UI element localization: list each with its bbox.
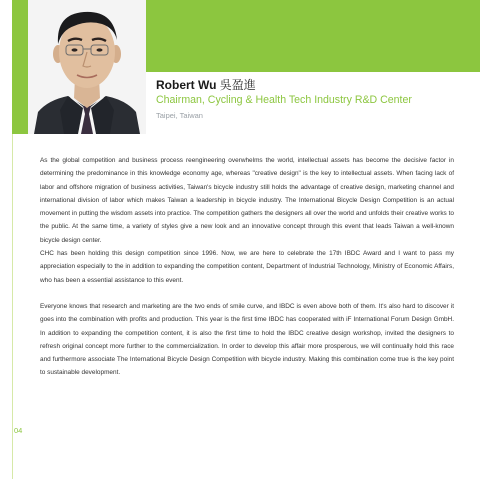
- body-text: [40, 154, 454, 380]
- person-name: [156, 76, 256, 93]
- person-location: Taipei, Taiwan: [156, 111, 203, 120]
- body-paragraph-1: As the global competition and business process reengineering overwhelms the world, intellectual assets has become the decisive factor in determining the predominance in this knowledge economy age, whereas "creative design" is the key to intellectual assets. When facing lack of labor and offshore migration of business activities, Taiwan's bicycle industry still holds the advantage of creative design, marketing channel and international division of labor which makes Taiwan a leadership in bicycle industry. The International Bicycle Design Competition is an actual movement in putting the wisdom assets into practice. The competition gathers the designers all over the world and unfolds their creative works to the public. At the same time, a variety of styles give a new look and an innovative concept through this event that leads Taiwan a well-known bicycle design center.: [40, 157, 454, 244]
- person-title: Chairman, Cycling & Health Tech Industry R&D Center: [156, 94, 412, 106]
- body-paragraph-3: Everyone knows that research and marketing are the two ends of smile curve, and IBDC is even above both of them. It's also hard to discover it goes into the combination with profits and production. This year is the first time IBDC has cooperated with iF International Forum Design GmbH. In addition to expanding the competition content, it is also the first time to hold the IBDC creative design workshop, invited the designers to refresh original concept more further to the commercialization. In order to develop this affair more prosperous, we will continually hold this race and furthermore associate The International Bicycle Design Competition with bicycle industry. Making this combination come true is the key point to sustainable development.: [40, 302, 454, 377]
- body-paragraph-2: CHC has been holding this design competition since 1996. Now, we are here to celebrate the 17th IBDC Award and I want to pass my appreciation especially to the in addition to expanding the competition content, Department of Industrial Technology, Ministry of Economic Affairs, who has been a essential assistance to this event.: [40, 250, 454, 284]
- person-name-latin: Robert Wu: [156, 78, 217, 92]
- portrait-photo: [28, 0, 146, 134]
- portrait-illustration: [28, 0, 146, 134]
- name-panel: [146, 72, 480, 134]
- person-name-cjk: 吳盈進: [219, 78, 256, 92]
- page-number: 04: [14, 426, 23, 435]
